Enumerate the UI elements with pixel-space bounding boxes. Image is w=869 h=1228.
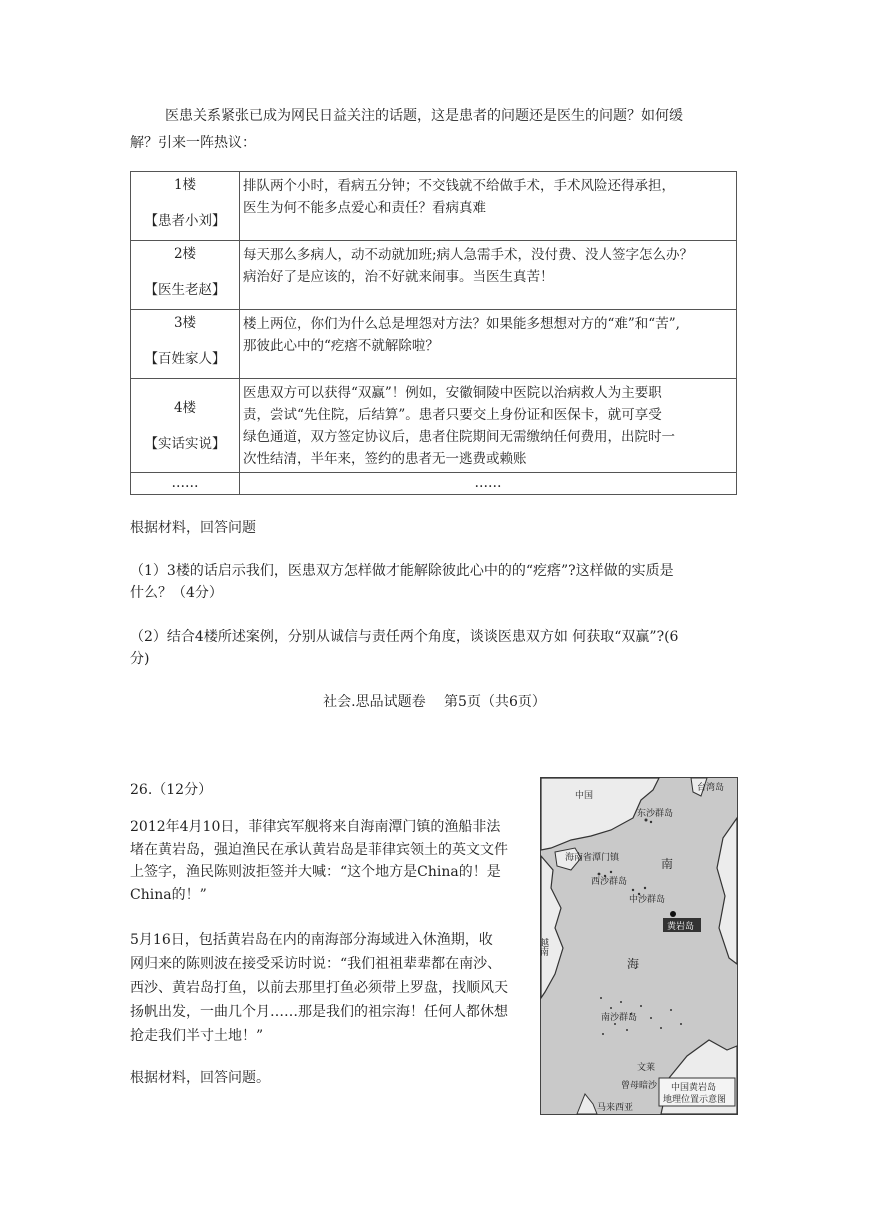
table-row (131, 310, 737, 379)
question-intro: 根据材料，回答问题 (130, 520, 256, 536)
floor-cell (131, 241, 240, 310)
paragraph-line: 堵在黄岩岛，强迫渔民在承认黄岩岛是菲律宾领土的英文文件 (130, 841, 508, 858)
label-hai: 海 (627, 957, 640, 971)
label-nan: 南 (661, 857, 674, 871)
floor-number: 4楼 (173, 399, 197, 416)
intro-line-2: 解？引来一阵热议： (130, 135, 256, 151)
label-yue: 越南 (538, 938, 548, 956)
post-cell (240, 310, 737, 379)
label-china: 中国 (575, 791, 594, 801)
label-dongsha: 东沙群岛 (637, 809, 674, 819)
floor-author: 【实话实说】 (144, 435, 226, 452)
question-1-line-2: 什么？（4分） (130, 585, 223, 601)
ellipsis-cell: …… (131, 473, 240, 495)
page-footer: 社会.思品试题卷 第5页（共6页） (323, 694, 546, 710)
paragraph-line: 上签字，渔民陈则波拒签并大喊：“这个地方是China的！是 (130, 864, 501, 880)
map-graphic (538, 778, 737, 1114)
question-26-closing: 根据材料，回答问题。 (130, 1070, 270, 1086)
question-2-line-1: （2）结合4楼所述案例，分别从诚信与责任两个角度，谈谈医患双方如 何获取“双赢”?(6 (130, 629, 679, 645)
huangyan-marker (670, 911, 676, 917)
floor-author: 【患者小刘】 (144, 213, 226, 229)
table-row (131, 241, 737, 310)
post-line: 楼上两位，你们为什么总是埋怨对方法？如果能多想想对方的“难”和“苦”, (243, 316, 680, 332)
label-zengmu: 曾母暗沙 (621, 1081, 658, 1091)
post-cell (240, 241, 737, 310)
post-line: 次性结清，半年来，签约的患者无一逃费或赖账 (243, 451, 527, 467)
question-1-line-1: （1）3楼的话启示我们，医患双方怎样做才能解除彼此心中的的“疙瘩”?这样做的实质是 (130, 563, 674, 579)
label-zhongsha: 中沙群岛 (629, 895, 666, 905)
post-line: 责，尝试“先住院，后结算”。患者只要交上身份证和医保卡，就可享受 (243, 407, 662, 423)
floor-author: 【医生老赵】 (144, 282, 226, 298)
paragraph-line: 5月16日，包括黄岩岛在内的南海部分海域进入休渔期，收 (130, 932, 493, 948)
table-row (131, 473, 737, 495)
post-line: 医生为何不能多点爱心和责任？看病真难 (243, 200, 486, 216)
floor-cell (131, 310, 240, 379)
question-2-line-2: 分) (130, 651, 150, 667)
post-cell (240, 379, 737, 473)
question-26-paragraph-1 (130, 816, 508, 906)
post-cell (240, 172, 737, 241)
post-line: 排队两个小时，看病五分钟；不交钱就不给做手术，手术风险还得承担， (243, 178, 675, 194)
table-row (131, 172, 737, 241)
post-line: 绿色通道，双方签定协议后，患者住院期间无需缴纳任何费用，出院时一 (243, 429, 675, 445)
label-malaysia: 马来西亚 (597, 1103, 634, 1113)
map-caption-line-2: 地理位置示意图 (663, 1095, 727, 1105)
label-huangyan: 黄岩岛 (667, 922, 695, 932)
label-hainan: 海南省潭门镇 (565, 853, 620, 863)
floor-number: 3楼 (173, 315, 197, 331)
south-china-sea-map (540, 777, 738, 1115)
floor-author: 【百姓家人】 (144, 351, 226, 367)
intro-line-1: 医患关系紧张已成为网民日益关注的话题，这是患者的问题还是医生的问题？如何缓 (165, 108, 683, 124)
forum-table (130, 171, 737, 495)
post-line: 那彼此心中的“疙瘩不就解除啦？ (243, 338, 439, 354)
paragraph-line: 扬帆出发，一曲几个月……那是我们的祖宗海！任何人都休想 (130, 1004, 508, 1020)
land-indochina (541, 856, 563, 998)
label-nansha: 南沙群岛 (601, 1013, 638, 1023)
paragraph-line: 西沙、黄岩岛打鱼，以前去那里打鱼必须带上罗盘，找顺风天 (130, 980, 508, 996)
post-line: 医患双方可以获得“双赢”！例如，安徽铜陵中医院以治病救人为主要职 (243, 385, 662, 401)
post-line: 病治好了是应该的，治不好就来闹事。当医生真苦！ (243, 269, 554, 285)
floor-cell (131, 379, 240, 473)
label-wenlai: 文莱 (637, 1063, 656, 1073)
question-26-heading: 26.（12分） (130, 782, 213, 798)
question-26-paragraph-2 (130, 928, 508, 1048)
land-malay (577, 1094, 597, 1114)
paragraph-line: China的！” (130, 886, 207, 903)
floor-number: 2楼 (173, 246, 197, 262)
floor-cell (131, 172, 240, 241)
land-philippines (717, 818, 737, 964)
paragraph-line: 2012年4月10日，菲律宾军舰将来自海南潭门镇的渔船非法 (130, 819, 501, 835)
map-caption-line-1: 中国黄岩岛 (671, 1083, 717, 1093)
label-xisha: 西沙群岛 (591, 877, 628, 887)
floor-number: 1楼 (173, 177, 197, 193)
post-line: 每天那么多病人，动不动就加班;病人急需手术，没付费、没人签字怎么办？ (243, 247, 694, 263)
table-row (131, 379, 737, 473)
paragraph-line: 网归来的陈则波在接受采访时说：“我们祖祖辈辈都在南沙、 (130, 956, 502, 972)
paragraph-line: 抢走我们半寸土地！” (130, 1028, 264, 1044)
label-taiwan: 台湾岛 (697, 783, 725, 793)
ellipsis-cell: …… (240, 473, 737, 495)
